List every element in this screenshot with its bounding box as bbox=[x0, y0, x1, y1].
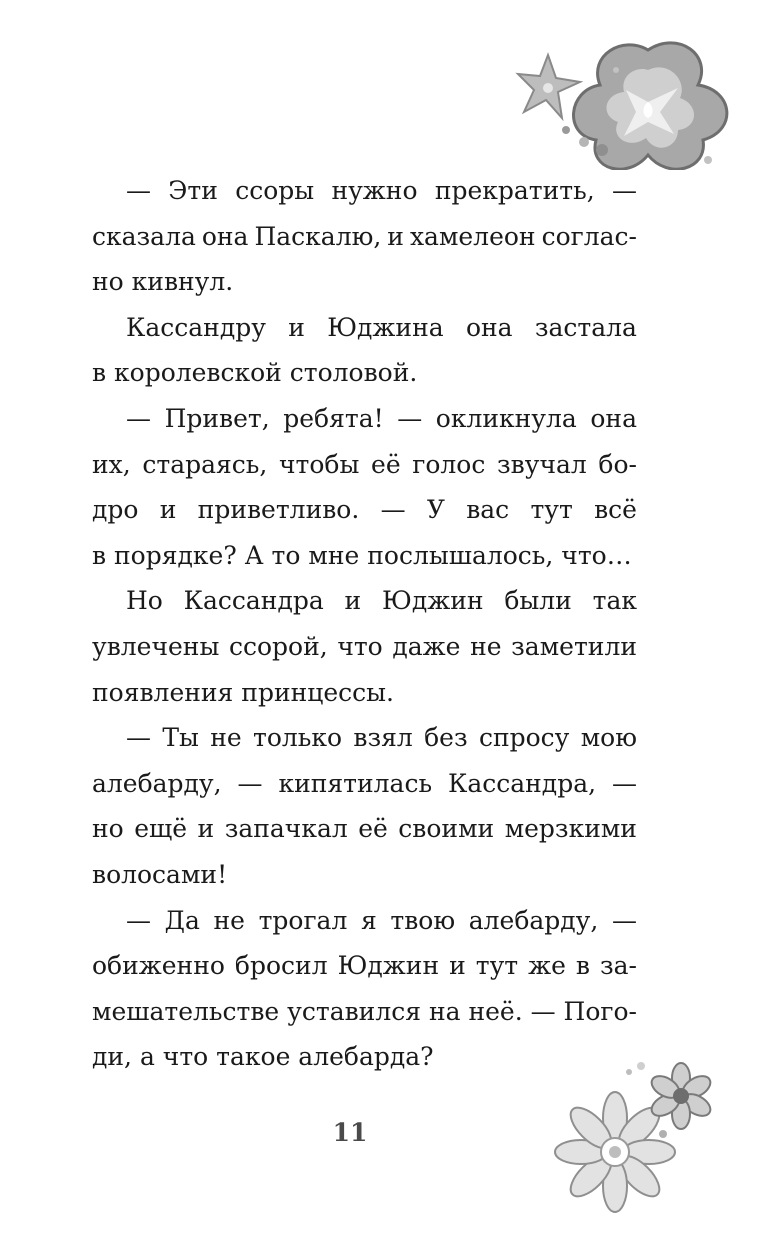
story-text bbox=[92, 168, 637, 1080]
text-line: волосами! bbox=[92, 859, 228, 889]
word: своими bbox=[398, 814, 495, 844]
word: — bbox=[126, 905, 151, 935]
word: застала bbox=[534, 312, 637, 342]
word: окликнула bbox=[435, 403, 577, 433]
word: за- bbox=[599, 951, 637, 981]
word: дро bbox=[92, 495, 139, 525]
word: — bbox=[397, 403, 423, 433]
word: на bbox=[428, 996, 461, 1026]
flower-star-icon bbox=[508, 30, 738, 170]
word: и bbox=[159, 495, 177, 525]
text-line bbox=[92, 989, 637, 1035]
word: нужно bbox=[331, 176, 418, 205]
word: и bbox=[344, 586, 362, 616]
word: мешательстве bbox=[92, 996, 280, 1026]
word: её bbox=[358, 814, 388, 844]
word: чтобы bbox=[279, 449, 360, 479]
word: не bbox=[210, 723, 242, 753]
word: всё bbox=[594, 495, 637, 525]
text-line: в королевской столовой. bbox=[92, 358, 418, 388]
word: — bbox=[611, 768, 637, 798]
word: тут bbox=[530, 495, 573, 525]
word: Ты bbox=[162, 723, 199, 753]
text-line bbox=[92, 715, 637, 761]
word: — bbox=[611, 905, 637, 935]
word: только bbox=[253, 723, 343, 753]
word: Эти bbox=[168, 176, 218, 205]
text-line bbox=[92, 214, 637, 260]
text-line: но кивнул. bbox=[92, 267, 234, 297]
text-line bbox=[92, 624, 637, 670]
word: были bbox=[504, 586, 572, 616]
paragraph bbox=[92, 168, 637, 305]
word: Юджина bbox=[327, 312, 444, 342]
word: что bbox=[337, 631, 383, 661]
daisy-flowers-icon bbox=[553, 1060, 723, 1220]
word: и bbox=[387, 221, 404, 251]
word: — bbox=[237, 768, 263, 798]
word: ребята! bbox=[283, 403, 384, 433]
word: твою bbox=[390, 905, 456, 935]
word: ссорой, bbox=[228, 631, 328, 661]
word: заметили bbox=[511, 631, 637, 661]
text-line bbox=[92, 578, 637, 624]
word: ещё bbox=[134, 814, 188, 844]
word: приветливо. bbox=[197, 495, 360, 525]
word: и bbox=[449, 951, 466, 981]
word: Юджин bbox=[382, 586, 484, 616]
paragraph bbox=[92, 305, 637, 396]
word: и bbox=[288, 312, 305, 342]
text-line bbox=[92, 305, 637, 351]
word: неё. bbox=[468, 996, 523, 1026]
word: алебарду, bbox=[92, 768, 222, 798]
word: алебарду, bbox=[468, 905, 599, 935]
word: — bbox=[126, 176, 151, 205]
word: даже bbox=[392, 631, 461, 661]
word: соглас- bbox=[541, 221, 637, 251]
word: кипятилась bbox=[278, 768, 433, 798]
word: звучал bbox=[497, 449, 587, 479]
word: — bbox=[380, 495, 406, 525]
word: без bbox=[424, 723, 468, 753]
word: ссоры bbox=[235, 176, 315, 205]
text-line bbox=[92, 396, 637, 442]
text-line: ди, а что такое алебарда? bbox=[92, 1042, 434, 1072]
word: бо- bbox=[598, 449, 637, 479]
text-line bbox=[92, 943, 637, 989]
text-line bbox=[92, 898, 637, 944]
paragraph bbox=[92, 578, 637, 715]
word: в bbox=[575, 951, 590, 981]
word: У bbox=[426, 495, 445, 525]
text-line bbox=[92, 442, 637, 488]
word: но bbox=[92, 814, 124, 844]
word: обиженно bbox=[92, 951, 225, 981]
word: вас bbox=[466, 495, 510, 525]
word: трогал bbox=[258, 905, 348, 935]
word: не bbox=[470, 631, 502, 661]
word: их, bbox=[92, 449, 131, 479]
word: Кассандру bbox=[126, 312, 266, 342]
word: тут bbox=[475, 951, 519, 981]
word: Но bbox=[126, 586, 163, 616]
word: и bbox=[197, 814, 215, 844]
word: так bbox=[592, 586, 637, 616]
word: спросу bbox=[478, 723, 570, 753]
word: уставился bbox=[287, 996, 421, 1026]
word: я bbox=[360, 905, 377, 935]
word: Паскалю, bbox=[254, 221, 382, 251]
paragraph bbox=[92, 396, 637, 578]
text-line bbox=[92, 761, 637, 807]
word: — bbox=[126, 403, 151, 433]
text-line: появления принцессы. bbox=[92, 677, 394, 707]
paragraph bbox=[92, 898, 637, 1080]
word: стараясь, bbox=[142, 449, 268, 479]
text-line bbox=[92, 487, 637, 533]
word: мою bbox=[580, 723, 637, 753]
word: сказала bbox=[92, 221, 196, 251]
word: взял bbox=[353, 723, 413, 753]
text-line bbox=[92, 168, 637, 214]
word: Да bbox=[164, 905, 200, 935]
word: Кассандра bbox=[183, 586, 324, 616]
paragraph bbox=[92, 715, 637, 897]
word: она bbox=[201, 221, 249, 251]
word: бросил bbox=[234, 951, 328, 981]
word: увлечены bbox=[92, 631, 220, 661]
word: Пого- bbox=[563, 996, 637, 1026]
word: Привет, bbox=[164, 403, 270, 433]
word: хамелеон bbox=[409, 221, 536, 251]
word: же bbox=[528, 951, 566, 981]
word: её bbox=[371, 449, 401, 479]
word: — bbox=[611, 176, 637, 205]
text-line bbox=[92, 806, 637, 852]
word: Кассандра, bbox=[447, 768, 597, 798]
word: не bbox=[213, 905, 245, 935]
page-number: 11 bbox=[332, 1118, 368, 1147]
word: голос bbox=[412, 449, 486, 479]
word: Юджин bbox=[337, 951, 440, 981]
word: — bbox=[126, 723, 151, 753]
word: она bbox=[590, 403, 637, 433]
word: запачкал bbox=[224, 814, 348, 844]
text-line: в порядке? А то мне послышалось, что… bbox=[92, 540, 632, 570]
word: мерзкими bbox=[504, 814, 637, 844]
word: прекратить, bbox=[434, 176, 595, 205]
word: — bbox=[530, 996, 556, 1026]
word: она bbox=[465, 312, 513, 342]
